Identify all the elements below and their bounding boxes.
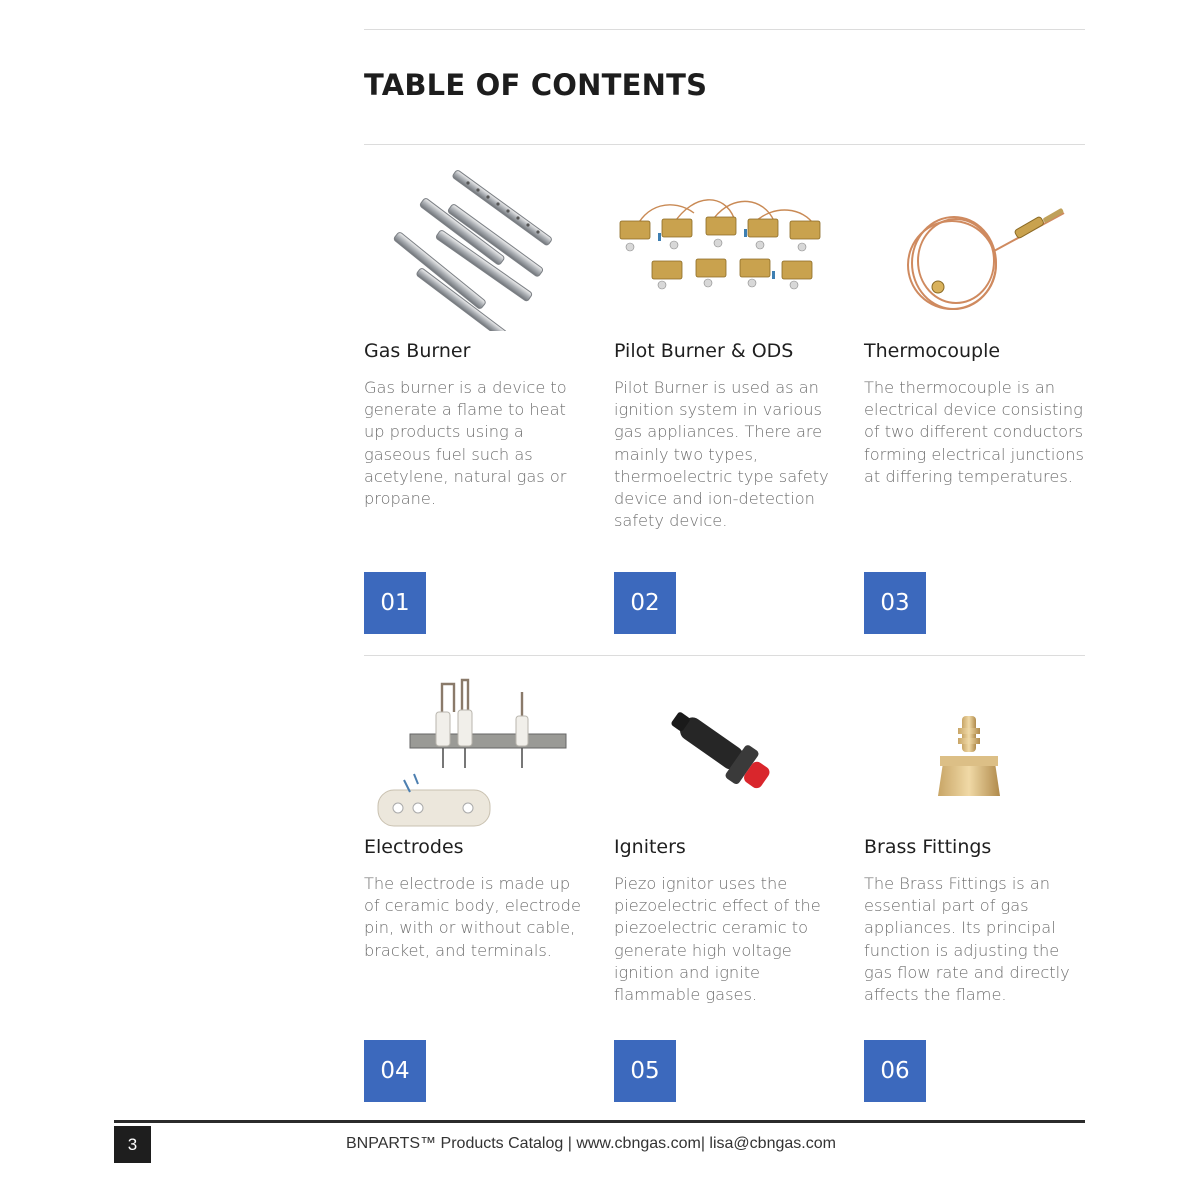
item-number-badge[interactable]: 05 [614,1040,676,1102]
item-number-badge[interactable]: 03 [864,572,926,634]
item-number-badge[interactable]: 04 [364,1040,426,1102]
item-description: The thermocouple is an electrical device consisting of two different conductors forming electrical junctions at differing temperatures. [864,378,1084,486]
footer-divider [114,1120,1085,1123]
item-title: Pilot Burner & ODS [614,340,794,362]
top-divider [364,29,1085,30]
item-description: The electrode is made up of ceramic body, electrode pin, with or without cable, bracket, and terminals. [364,874,581,960]
electrodes-image [364,672,586,840]
item-title: Thermocouple [864,340,1001,362]
item-title: Electrodes [364,836,464,858]
item-title: Gas Burner [364,340,471,362]
page-title: TABLE OF CONTENTS [364,68,708,102]
item-description: Piezo ignitor uses the piezoelectric effect of the piezoelectric ceramic to generate high voltage ignition and ignite flammable gases. [614,874,821,1005]
item-description: The Brass Fittings is an essential part of gas appliances. Its principal function is adjusting the gas flow rate and directly affects the flame. [864,874,1070,1005]
item-title: Brass Fittings [864,836,992,858]
title-divider [364,144,1085,145]
item-title: Igniters [614,836,686,858]
gas-burner-image [364,163,586,331]
row-divider [364,655,1085,656]
item-number-badge[interactable]: 01 [364,572,426,634]
item-description: Pilot Burner is used as an ignition system in various gas appliances. There are mainly two types, thermoelectric type safety device and ion-detection safety device. [614,378,829,531]
item-number-badge[interactable]: 06 [864,1040,926,1102]
footer-text: BNPARTS™ Products Catalog | www.cbngas.com| lisa@cbngas.com [346,1135,836,1152]
thermocouple-image [864,163,1086,331]
item-description: Gas burner is a device to generate a flame to heat up products using a gaseous fuel such as acetylene, natural gas or propane. [364,378,567,509]
item-number-badge[interactable]: 02 [614,572,676,634]
brass-fittings-image [864,672,1086,840]
pilot-burner-image [614,163,836,331]
page-number: 3 [114,1126,151,1163]
igniters-image [614,672,836,840]
